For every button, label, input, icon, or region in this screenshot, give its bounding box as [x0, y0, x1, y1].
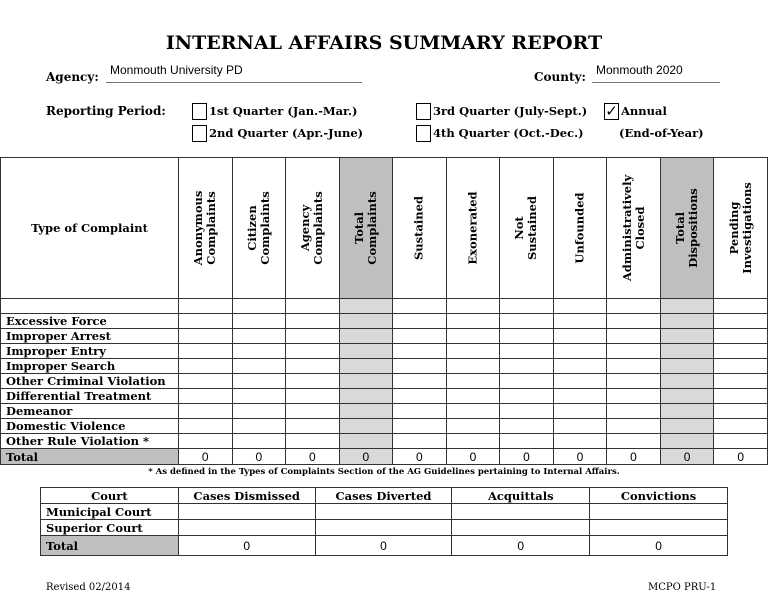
court-cell[interactable]: [452, 520, 590, 536]
count-cell[interactable]: [714, 419, 768, 434]
count-cell[interactable]: [286, 344, 340, 359]
count-cell[interactable]: [500, 344, 554, 359]
count-cell[interactable]: [553, 419, 607, 434]
q2-label: 2nd Quarter (Apr.-June): [209, 126, 364, 140]
court-total-cell: 0: [452, 536, 590, 556]
total-cell: 0: [500, 449, 554, 465]
count-cell[interactable]: [660, 314, 714, 329]
complaint-type-label: Demeanor: [1, 404, 179, 419]
form-code: MCPO PRU-1: [648, 582, 717, 593]
q3-checkbox[interactable]: [416, 103, 431, 120]
column-header: [339, 158, 393, 299]
column-header: [500, 158, 554, 299]
court-column-header: Cases Diverted: [315, 488, 452, 504]
column-header: [179, 158, 233, 299]
column-header: [607, 158, 661, 299]
count-cell[interactable]: [500, 434, 554, 449]
count-cell[interactable]: [660, 344, 714, 359]
annual-sublabel: (End-of-Year): [619, 126, 704, 140]
total-cell: 0: [553, 449, 607, 465]
count-cell[interactable]: [179, 419, 233, 434]
count-cell[interactable]: [286, 389, 340, 404]
count-cell[interactable]: [714, 314, 768, 329]
court-table: [40, 487, 728, 556]
count-cell[interactable]: [179, 434, 233, 449]
count-cell[interactable]: [553, 404, 607, 419]
count-cell[interactable]: [660, 374, 714, 389]
column-header: [393, 158, 447, 299]
court-column-header: Acquittals: [452, 488, 590, 504]
count-cell[interactable]: [232, 374, 286, 389]
count-cell[interactable]: [500, 359, 554, 374]
count-cell[interactable]: [339, 359, 393, 374]
count-cell[interactable]: [339, 374, 393, 389]
column-header-label: Exonerated: [465, 191, 480, 265]
count-cell[interactable]: [553, 389, 607, 404]
total-cell: 0: [339, 449, 393, 465]
table-row: [1, 359, 768, 374]
count-cell[interactable]: [286, 374, 340, 389]
count-cell[interactable]: [553, 374, 607, 389]
footnote: * As defined in the Types of Complaints Section of the AG Guidelines pertaining to Internal Affairs.: [148, 467, 620, 477]
column-header-label: Not Sustained: [512, 196, 540, 260]
court-label: Superior Court: [41, 520, 179, 536]
q4-label: 4th Quarter (Oct.-Dec.): [433, 126, 584, 140]
count-cell[interactable]: [446, 404, 500, 419]
count-cell[interactable]: [714, 404, 768, 419]
count-cell[interactable]: [393, 419, 447, 434]
count-cell[interactable]: [179, 389, 233, 404]
column-header: [660, 158, 714, 299]
count-cell[interactable]: [607, 314, 661, 329]
count-cell[interactable]: [339, 344, 393, 359]
count-cell[interactable]: [339, 329, 393, 344]
count-cell[interactable]: [339, 419, 393, 434]
count-cell[interactable]: [232, 389, 286, 404]
column-header: [553, 158, 607, 299]
count-cell[interactable]: [714, 359, 768, 374]
column-header: [446, 158, 500, 299]
count-cell[interactable]: [179, 404, 233, 419]
column-header: [286, 158, 340, 299]
count-cell[interactable]: [607, 389, 661, 404]
court-cell[interactable]: [590, 504, 728, 520]
count-cell[interactable]: [607, 419, 661, 434]
complaint-type-label: Improper Entry: [1, 344, 179, 359]
county-label: County:: [534, 70, 586, 84]
count-cell[interactable]: [500, 314, 554, 329]
total-cell: 0: [446, 449, 500, 465]
annual-checkbox[interactable]: ✓: [605, 102, 618, 120]
count-cell[interactable]: [446, 314, 500, 329]
table-row: [1, 374, 768, 389]
count-cell[interactable]: [446, 359, 500, 374]
count-cell[interactable]: [607, 374, 661, 389]
count-cell[interactable]: [446, 419, 500, 434]
count-cell[interactable]: [179, 374, 233, 389]
count-cell[interactable]: [393, 389, 447, 404]
count-cell[interactable]: [446, 434, 500, 449]
count-cell[interactable]: [446, 389, 500, 404]
court-cell[interactable]: [178, 504, 315, 520]
count-cell[interactable]: [286, 434, 340, 449]
count-cell[interactable]: [553, 434, 607, 449]
count-cell[interactable]: [339, 404, 393, 419]
count-cell[interactable]: [232, 344, 286, 359]
count-cell[interactable]: [232, 359, 286, 374]
table-row: [1, 314, 768, 329]
complaint-type-label: Other Rule Violation *: [1, 434, 179, 449]
count-cell[interactable]: [232, 404, 286, 419]
count-cell[interactable]: [446, 374, 500, 389]
count-cell[interactable]: [660, 434, 714, 449]
count-cell[interactable]: [607, 434, 661, 449]
count-cell[interactable]: [339, 434, 393, 449]
count-cell[interactable]: [660, 404, 714, 419]
count-cell[interactable]: [714, 329, 768, 344]
type-of-complaint-header: Type of Complaint: [1, 158, 179, 299]
column-header-label: Unfounded: [572, 192, 587, 264]
count-cell[interactable]: [286, 404, 340, 419]
court-row: [41, 520, 728, 536]
q4-checkbox[interactable]: [416, 125, 431, 142]
revised-date: Revised 02/2014: [46, 582, 131, 593]
column-header-label: Agency Complaints: [298, 191, 326, 265]
q1-label: 1st Quarter (Jan.-Mar.): [209, 104, 358, 118]
column-header-label: Sustained: [411, 196, 426, 260]
count-cell[interactable]: [660, 419, 714, 434]
total-label: Total: [1, 449, 179, 465]
count-cell[interactable]: [553, 359, 607, 374]
total-cell: 0: [179, 449, 233, 465]
count-cell[interactable]: [553, 329, 607, 344]
total-cell: 0: [232, 449, 286, 465]
count-cell[interactable]: [607, 359, 661, 374]
count-cell[interactable]: [232, 434, 286, 449]
count-cell[interactable]: [607, 404, 661, 419]
count-cell[interactable]: [714, 344, 768, 359]
count-cell[interactable]: [179, 329, 233, 344]
complaint-type-label: Improper Arrest: [1, 329, 179, 344]
count-cell[interactable]: [232, 314, 286, 329]
total-row: [1, 449, 768, 465]
column-header-label: Anonymous Complaints: [191, 190, 219, 266]
count-cell[interactable]: [660, 389, 714, 404]
count-cell[interactable]: [339, 389, 393, 404]
table-row: [1, 404, 768, 419]
annual-label: Annual: [621, 104, 667, 118]
count-cell[interactable]: [393, 434, 447, 449]
reporting-period-label: Reporting Period:: [46, 104, 166, 118]
column-header-label: Total Dispositions: [673, 188, 701, 268]
count-cell[interactable]: [393, 359, 447, 374]
count-cell[interactable]: [393, 404, 447, 419]
column-header: [714, 158, 768, 299]
count-cell[interactable]: [446, 344, 500, 359]
court-total-row: [41, 536, 728, 556]
court-cell[interactable]: [590, 520, 728, 536]
q1-checkbox[interactable]: [192, 103, 207, 120]
column-header-label: Citizen Complaints: [244, 191, 272, 265]
q2-checkbox[interactable]: [192, 125, 207, 142]
court-cell[interactable]: [178, 520, 315, 536]
count-cell[interactable]: [500, 329, 554, 344]
court-column-header: Court: [41, 488, 179, 504]
count-cell[interactable]: [179, 344, 233, 359]
complaint-type-label: Improper Search: [1, 359, 179, 374]
complaint-type-label: Other Criminal Violation: [1, 374, 179, 389]
count-cell[interactable]: [607, 329, 661, 344]
total-cell: 0: [393, 449, 447, 465]
total-cell: 0: [660, 449, 714, 465]
count-cell[interactable]: [500, 374, 554, 389]
table-row: [1, 344, 768, 359]
court-cell[interactable]: [315, 504, 452, 520]
count-cell[interactable]: [660, 329, 714, 344]
complaint-type-label: Domestic Violence: [1, 419, 179, 434]
table-row: [1, 419, 768, 434]
count-cell[interactable]: [393, 344, 447, 359]
court-cell[interactable]: [315, 520, 452, 536]
total-cell: 0: [286, 449, 340, 465]
count-cell[interactable]: [500, 389, 554, 404]
column-header-label: Total Complaints: [351, 191, 379, 265]
count-cell[interactable]: [553, 344, 607, 359]
count-cell[interactable]: [393, 329, 447, 344]
agency-label: Agency:: [46, 70, 99, 84]
agency-field[interactable]: Monmouth University PD: [110, 63, 243, 77]
count-cell[interactable]: [553, 314, 607, 329]
count-cell[interactable]: [286, 419, 340, 434]
court-column-header: Cases Dismissed: [178, 488, 315, 504]
court-cell[interactable]: [452, 504, 590, 520]
court-total-cell: 0: [590, 536, 728, 556]
count-cell[interactable]: [714, 374, 768, 389]
count-cell[interactable]: [286, 314, 340, 329]
count-cell[interactable]: [179, 314, 233, 329]
count-cell[interactable]: [232, 329, 286, 344]
complaints-table: [0, 157, 768, 465]
court-total-label: Total: [41, 536, 179, 556]
column-header-label: Administratively Closed: [619, 174, 647, 282]
table-row: [1, 329, 768, 344]
count-cell[interactable]: [714, 434, 768, 449]
count-cell[interactable]: [393, 374, 447, 389]
total-cell: 0: [607, 449, 661, 465]
count-cell[interactable]: [446, 329, 500, 344]
count-cell[interactable]: [660, 359, 714, 374]
page-title: INTERNAL AFFAIRS SUMMARY REPORT: [165, 32, 603, 54]
county-field[interactable]: Monmouth 2020: [596, 63, 683, 77]
count-cell[interactable]: [393, 314, 447, 329]
count-cell[interactable]: [232, 419, 286, 434]
total-cell: 0: [714, 449, 768, 465]
table-row: [1, 389, 768, 404]
column-header: [232, 158, 286, 299]
complaint-type-label: Excessive Force: [1, 314, 179, 329]
count-cell[interactable]: [286, 359, 340, 374]
court-total-cell: 0: [315, 536, 452, 556]
count-cell[interactable]: [714, 389, 768, 404]
table-row: [1, 434, 768, 449]
count-cell[interactable]: [500, 404, 554, 419]
count-cell[interactable]: [500, 419, 554, 434]
complaint-type-label: Differential Treatment: [1, 389, 179, 404]
court-label: Municipal Court: [41, 504, 179, 520]
court-row: [41, 504, 728, 520]
count-cell[interactable]: [339, 314, 393, 329]
count-cell[interactable]: [286, 329, 340, 344]
count-cell[interactable]: [607, 344, 661, 359]
count-cell[interactable]: [179, 359, 233, 374]
court-column-header: Convictions: [590, 488, 728, 504]
q3-label: 3rd Quarter (July-Sept.): [433, 104, 588, 118]
column-header-label: Pending Investigations: [726, 182, 754, 274]
court-total-cell: 0: [178, 536, 315, 556]
